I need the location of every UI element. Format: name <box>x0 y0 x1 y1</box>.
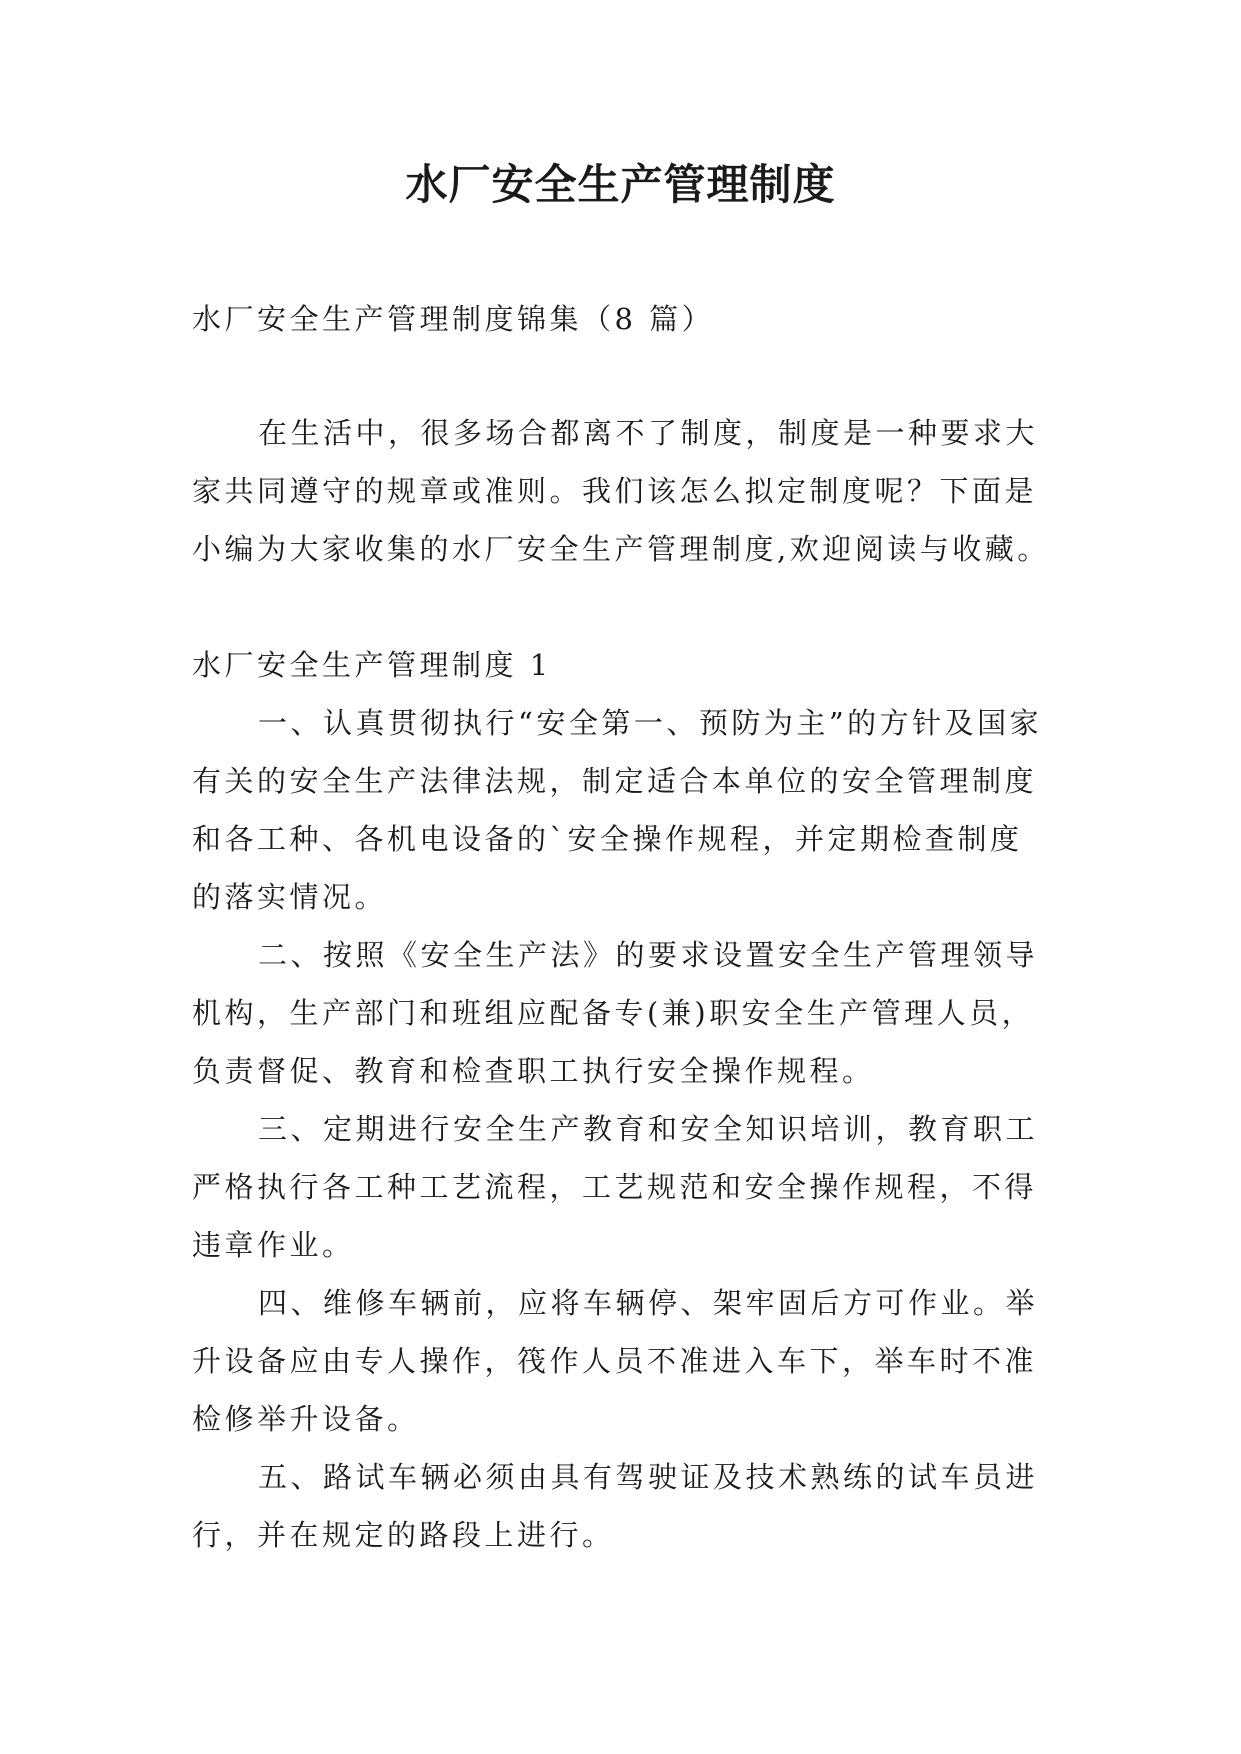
section-1 <box>192 636 1052 1564</box>
section-heading: 水厂安全生产管理制度 1 <box>192 648 552 682</box>
paragraph-1: 一、认真贯彻执行“安全第一、预防为主”的方针及国家有关的安全生产法律法规，制定适合本单位的安全管理制度和各工种、各机电设备的`安全操作规程，并定期检查制度的落实情况。 <box>192 706 1043 914</box>
document-subtitle: 水厂安全生产管理制度锦集（8 篇） <box>192 302 715 336</box>
intro-paragraph <box>192 404 1052 578</box>
intro-text: 在生活中，很多场合都离不了制度，制度是一种要求大家共同遵守的规章或准则。我们该怎么拟定制度呢？下面是小编为大家收集的水厂安全生产管理制度,欢迎阅读与收藏。 <box>192 416 1050 566</box>
paragraph-5: 五、路试车辆必须由具有驾驶证及技术熟练的试车员进行，并在规定的路段上进行。 <box>192 1460 1039 1552</box>
paragraph-2: 二、按照《安全生产法》的要求设置安全生产管理领导机构，生产部门和班组应配备专(兼)职安全生产管理人员，负责督促、教育和检查职工执行安全操作规程。 <box>192 938 1039 1088</box>
document-title: 水厂安全生产管理制度 <box>405 160 836 209</box>
paragraph-4: 四、维修车辆前，应将车辆停、架牢固后方可作业。举升设备应由专人操作，筏作人员不准进入车下，举车时不准检修举升设备。 <box>192 1286 1039 1436</box>
paragraph-3: 三、定期进行安全生产教育和安全知识培训，教育职工严格执行各工种工艺流程，工艺规范和安全操作规程，不得违章作业。 <box>192 1112 1039 1262</box>
